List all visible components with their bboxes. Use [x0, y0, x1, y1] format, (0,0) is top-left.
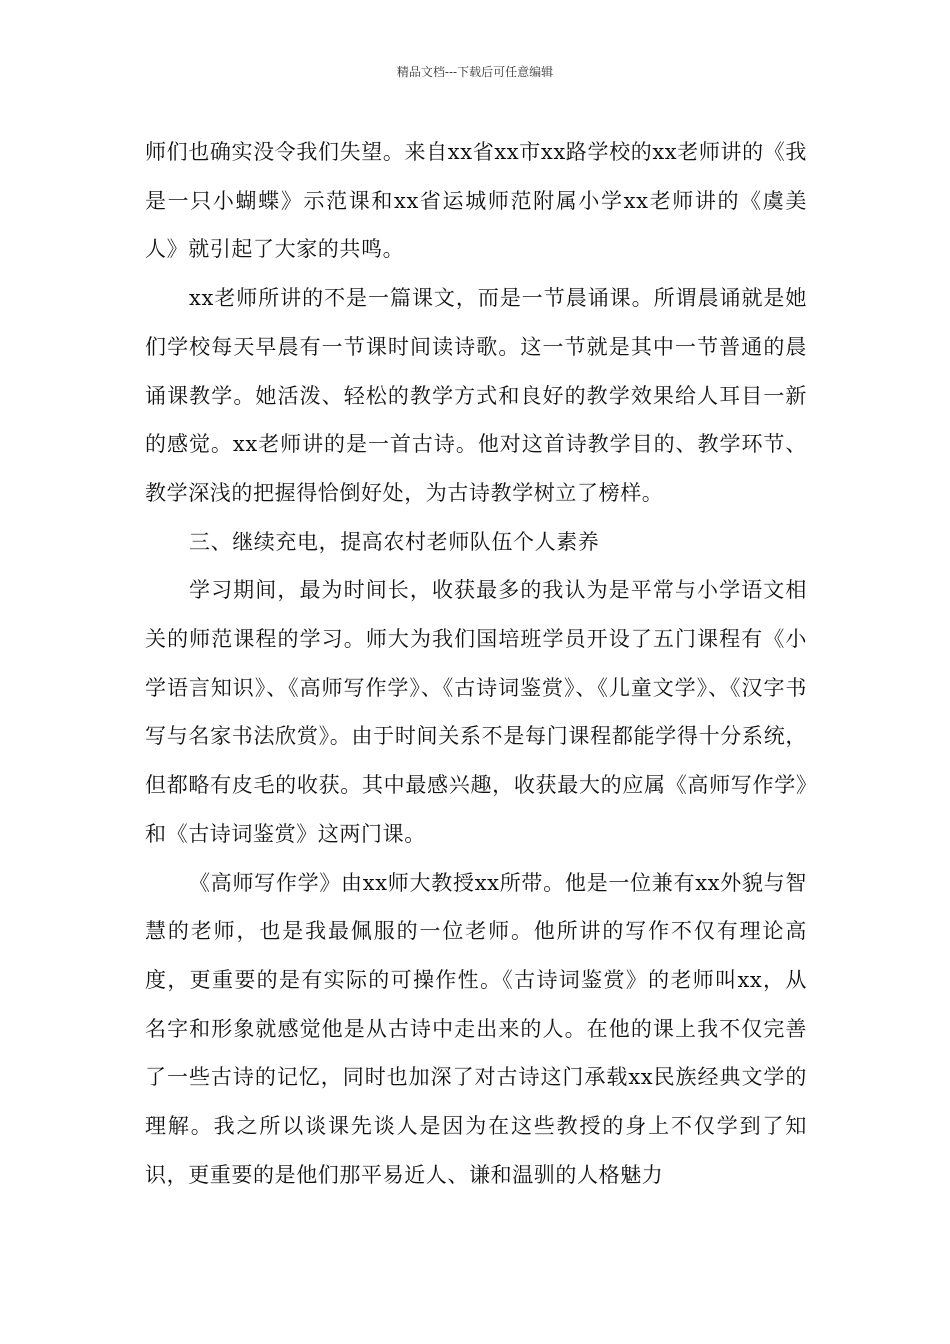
paragraph-courses: 学习期间，最为时间长，收获最多的我认为是平常与小学语文相关的师范课程的学习。师大为我们国培班学员开设了五门课程有《小学语言知识》、《高师写作学》、《古诗词鉴赏》、《儿童文学》、《汉字书写与名家书法欣赏》。由于时间关系不是每门课程都能学得十分系统，但都略有皮毛的收获。其中最感兴趣，收获最大的应属《高师写作学》和《古诗词鉴赏》这两门课。: [145, 578, 807, 846]
paragraph-continuation: 师们也确实没令我们失望。来自xx省xx市xx路学校的xx老师讲的《我是一只小蝴蝶》示范课和xx省运城师范附属小学xx老师讲的《虞美人》就引起了大家的共鸣。: [145, 140, 807, 262]
section-heading: 三、继续充电，提高农村老师队伍个人素养: [189, 529, 600, 554]
document-body: [145, 128, 807, 1199]
paragraph-teachers: 《高师写作学》由xx师大教授xx所带。他是一位兼有xx外貌与智慧的老师，也是我最佩服的一位老师。他所讲的写作不仅有理论高度，更重要的是有实际的可操作性。《古诗词鉴赏》的老师叫xx，从名字和形象就感觉他是从古诗中走出来的人。在他的课上我不仅完善了一些古诗的记忆，同时也加深了对古诗这门承载xx民族经典文学的理解。我之所以谈课先谈人是因为在这些教授的身上不仅学到了知识，更重要的是他们那平易近人、谦和温驯的人格魅力: [145, 870, 807, 1187]
paragraph-morning-recital: xx老师所讲的不是一篇课文，而是一节晨诵课。所谓晨诵就是她们学校每天早晨有一节课时间读诗歌。这一节就是其中一节普通的晨诵课教学。她活泼、轻松的教学方式和良好的教学效果给人耳目一新的感觉。xx老师讲的是一首古诗。他对这首诗教学目的、教学环节、教学深浅的把握得恰倒好处，为古诗教学树立了榜样。: [145, 286, 807, 505]
page-header: 精品文档---下载后可任意编辑: [396, 65, 554, 79]
